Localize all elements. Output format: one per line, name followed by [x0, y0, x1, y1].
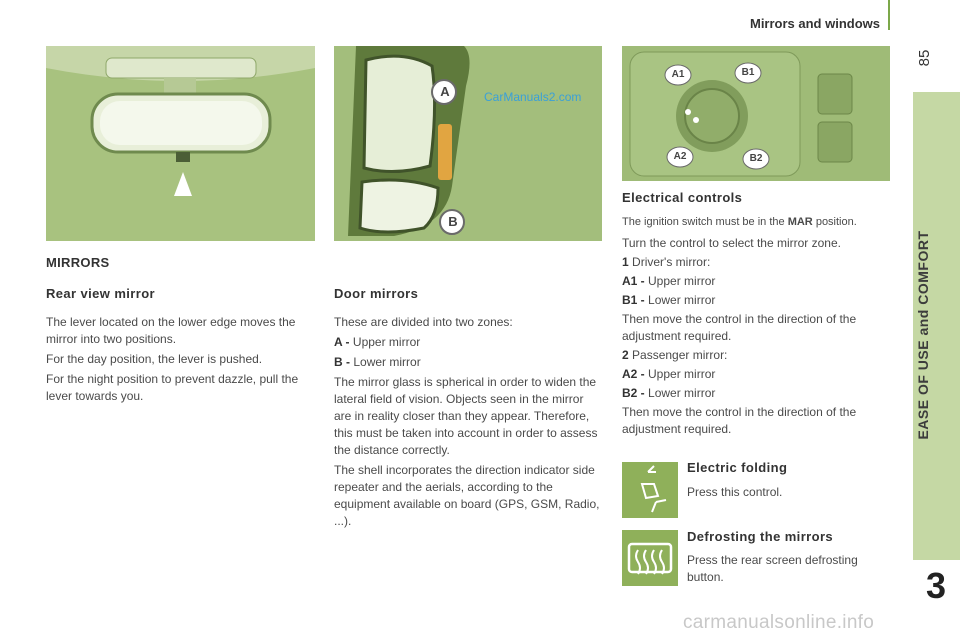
b2-text: Lower mirror — [648, 386, 716, 400]
door-mirrors-intro: These are divided into two zones: — [334, 315, 513, 329]
control-label-a1: A1 — [671, 69, 685, 80]
key-1-text: Driver's mirror: — [632, 255, 711, 269]
a1-text: Upper mirror — [648, 274, 716, 288]
chapter-number: 3 — [925, 565, 947, 606]
zone-b-text: Lower mirror — [353, 355, 421, 369]
ignition-post: position. — [812, 216, 857, 228]
electric-folding-heading: Electric folding — [687, 460, 788, 475]
header-rule — [888, 0, 890, 30]
a1-key: A1 - — [622, 274, 645, 288]
key-2: 2 — [622, 348, 629, 362]
ignition-bold: MAR — [787, 216, 813, 228]
key-1: 1 — [622, 255, 629, 269]
control-label-b1: B1 — [741, 67, 755, 78]
door-mirrors-zone-a — [334, 334, 604, 351]
electrical-controls-section — [622, 190, 892, 441]
rear-view-section — [46, 286, 316, 408]
electrical-turn: Turn the control to select the mirror zone. — [622, 236, 841, 250]
a2-key: A2 - — [622, 367, 645, 381]
zone-a-key: A - — [334, 335, 350, 349]
electrical-heading: Electrical controls — [622, 190, 743, 205]
door-mirrors-heading: Door mirrors — [334, 286, 419, 301]
a1-line — [622, 273, 892, 290]
b2-key: B2 - — [622, 386, 645, 400]
rear-view-p1: The lever located on the lower edge moves the mirror into two positions. — [46, 315, 296, 346]
watermark-bottom: carmanualsonline.info — [683, 612, 875, 633]
defrost-heading: Defrosting the mirrors — [687, 529, 834, 544]
a2-line — [622, 366, 892, 383]
defrost-button-icon — [622, 530, 678, 586]
passenger-mirror-line — [622, 347, 892, 364]
ignition-pre: The ignition switch must be in the — [622, 216, 788, 228]
mirror-label-a: A — [440, 84, 450, 99]
mirror-label-b: B — [448, 214, 458, 229]
door-mirror-image — [334, 46, 602, 241]
door-mirrors-shell: The shell incorporates the direction indicator side repeater and the aerials, according to the equipment available on board (GPS, GSM, Radio, ...). — [334, 463, 600, 528]
control-label-b2: B2 — [749, 153, 763, 164]
chapter-tab-label: EASE OF USE and COMFORT — [915, 230, 931, 440]
electric-folding-text: Press this control. — [687, 485, 783, 499]
rear-view-p2: For the day position, the lever is pushed. — [46, 352, 263, 366]
key-2-text: Passenger mirror: — [632, 348, 728, 362]
driver-mirror-line — [622, 254, 892, 271]
page-number: 85 — [916, 49, 933, 67]
door-mirrors-glass: The mirror glass is spherical in order to widen the lateral field of vision. Objects seen in the mirror are in reality closer than they appear. Therefore, this must be taken into account in order to assess the distance correctly. — [334, 375, 598, 457]
rear-view-heading: Rear view mirror — [46, 286, 156, 301]
section-title-mirrors: MIRRORS — [46, 255, 110, 270]
zone-a-text: Upper mirror — [352, 335, 421, 349]
b1-key: B1 - — [622, 293, 645, 307]
then-2: Then move the control in the direction of the adjustment required. — [622, 405, 857, 436]
b1-text: Lower mirror — [648, 293, 716, 307]
ignition-note — [622, 214, 892, 230]
electric-folding-button-icon — [622, 462, 678, 518]
control-label-a2: A2 — [673, 151, 687, 162]
zone-b-key: B - — [334, 355, 350, 369]
door-mirrors-zone-b — [334, 354, 604, 371]
b1-line — [622, 292, 892, 309]
defrost-text: Press the rear screen defrosting button. — [687, 553, 858, 584]
a2-text: Upper mirror — [648, 367, 716, 381]
b2-line — [622, 385, 892, 402]
then-1: Then move the control in the direction of the adjustment required. — [622, 312, 857, 343]
page-header-title: Mirrors and windows — [749, 16, 880, 31]
door-mirrors-section — [334, 286, 604, 533]
rear-view-mirror-image — [46, 46, 315, 241]
rear-view-p3: For the night position to prevent dazzle, pull the lever towards you. — [46, 372, 299, 403]
watermark-top: CarManuals2.com — [484, 90, 582, 104]
